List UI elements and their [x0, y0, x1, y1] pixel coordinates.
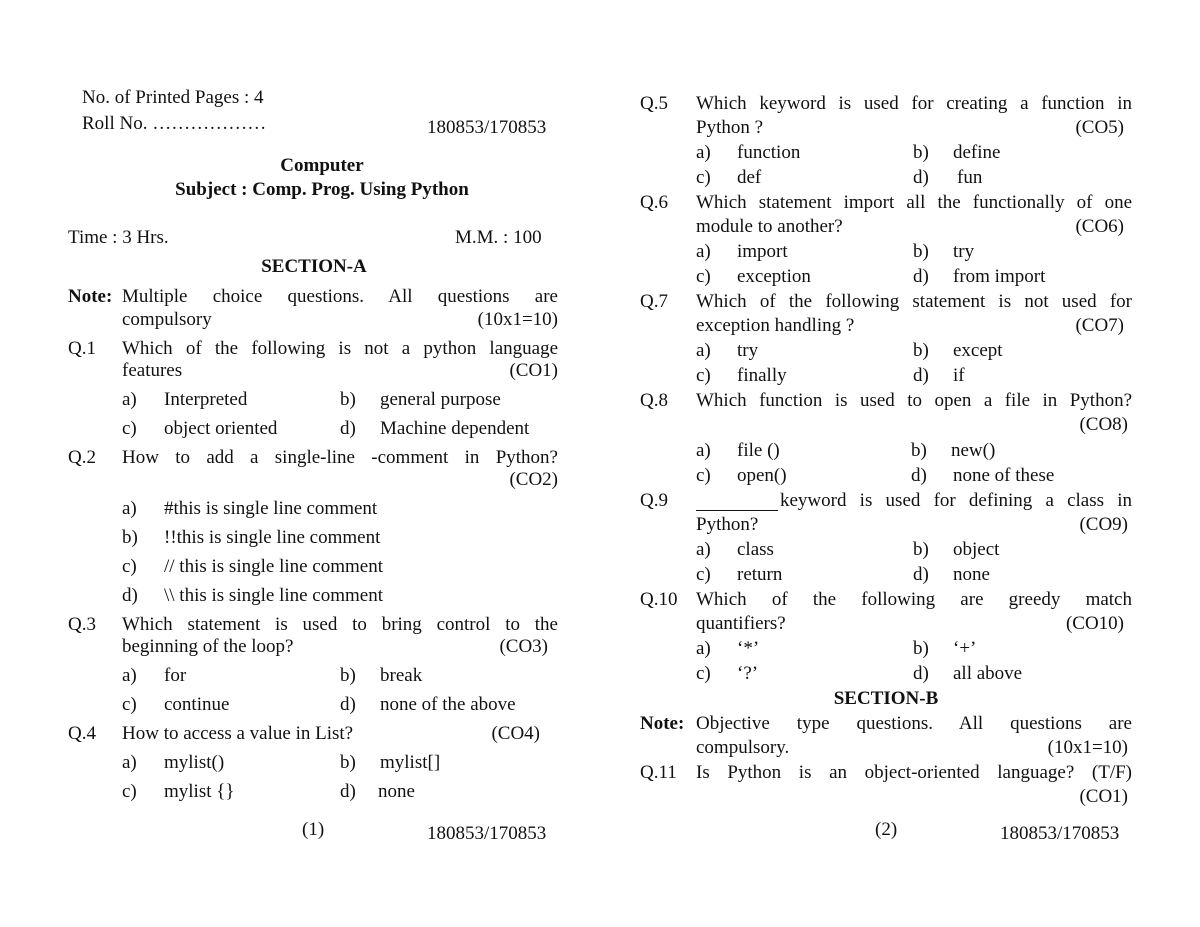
- q9-blank: [696, 492, 778, 511]
- q5-option-a: function: [737, 142, 801, 163]
- q2-option-a: #this is single line comment: [164, 498, 378, 519]
- q4-option-c: mylist {}: [164, 781, 235, 802]
- q4-option-c-label: c): [122, 781, 137, 802]
- q9-co: (CO9): [1079, 514, 1128, 535]
- q1-text: Which of the following is not a python language: [122, 338, 558, 359]
- q7-option-b-label: b): [913, 340, 929, 361]
- q4-option-b-label: b): [340, 752, 356, 773]
- q9-option-d-label: d): [913, 564, 929, 585]
- paper-subject: Subject : Comp. Prog. Using Python: [175, 179, 469, 200]
- q10-number: Q.10: [640, 589, 678, 610]
- q1-option-b: general purpose: [380, 389, 501, 410]
- q2-text: How to add a single-line -comment in Python?: [122, 447, 558, 468]
- q5-co: (CO5): [1075, 117, 1124, 138]
- q5-option-d-label: d): [913, 167, 929, 188]
- q11-co: (CO1): [1079, 786, 1128, 807]
- q6-option-b-label: b): [913, 241, 929, 262]
- q4-option-a: mylist(): [164, 752, 225, 773]
- q7-number: Q.7: [640, 291, 668, 312]
- paper-code: 180853/170853: [427, 117, 547, 138]
- q3-option-b-label: b): [340, 665, 356, 686]
- q7-option-c-label: c): [696, 365, 711, 386]
- q1-option-c-label: c): [122, 418, 137, 439]
- q9-number: Q.9: [640, 490, 668, 511]
- q5-option-c-label: c): [696, 167, 711, 188]
- q2-option-d-label: d): [122, 585, 138, 606]
- q7-text-2: exception handling ?: [696, 315, 855, 336]
- q4-option-a-label: a): [122, 752, 137, 773]
- q4-number: Q.4: [68, 723, 96, 744]
- q6-option-c: exception: [737, 266, 811, 287]
- q8-text: Which function is used to open a file in Python?: [696, 390, 1132, 411]
- q7-option-a-label: a): [696, 340, 711, 361]
- q3-option-a-label: a): [122, 665, 137, 686]
- q11-text: Is Python is an object-oriented language? (T/F): [696, 762, 1132, 783]
- q7-option-a: try: [737, 340, 759, 361]
- q10-option-c: ‘?’: [737, 663, 759, 684]
- page-number-2: (2): [875, 819, 898, 840]
- note-text: Multiple choice questions. All questions are: [122, 286, 558, 307]
- q9-option-b: object: [953, 539, 1000, 560]
- max-marks: M.M. : 100: [455, 227, 542, 248]
- section-b-heading: SECTION-B: [833, 688, 939, 709]
- q4-option-d-label: d): [340, 781, 356, 802]
- q2-number: Q.2: [68, 447, 96, 468]
- q1-number: Q.1: [68, 338, 96, 359]
- q6-option-d-label: d): [913, 266, 929, 287]
- q3-option-c-label: c): [122, 694, 137, 715]
- q9-text: keyword is used for defining a class in: [780, 490, 1132, 511]
- q6-co: (CO6): [1075, 216, 1124, 237]
- q1-option-c: object oriented: [164, 418, 278, 439]
- q3-option-b: break: [380, 665, 423, 686]
- q10-co: (CO10): [1065, 613, 1124, 634]
- q9-option-b-label: b): [913, 539, 929, 560]
- roll-no: Roll No. ………………: [82, 113, 267, 134]
- q6-text-2: module to another?: [696, 216, 843, 237]
- q2-option-b-label: b): [122, 527, 138, 548]
- time-label: Time : 3 Hrs.: [68, 227, 169, 248]
- q3-option-a: for: [164, 665, 187, 686]
- q8-option-d-label: d): [911, 465, 927, 486]
- q10-text-2: quantifiers?: [696, 613, 786, 634]
- q2-option-b: !!this is single line comment: [164, 527, 381, 548]
- q7-option-c: finally: [737, 365, 787, 386]
- note-marks: (10x1=10): [477, 309, 558, 330]
- q6-number: Q.6: [640, 192, 668, 213]
- q4-option-b: mylist[]: [380, 752, 441, 773]
- q3-co: (CO3): [499, 636, 548, 657]
- q9-option-a-label: a): [696, 539, 711, 560]
- footer-code-2: 180853/170853: [1000, 823, 1120, 844]
- q10-option-b: ‘+’: [953, 638, 977, 659]
- q10-option-c-label: c): [696, 663, 711, 684]
- q6-option-d: from import: [953, 266, 1046, 287]
- q7-text: Which of the following statement is not used for: [696, 291, 1132, 312]
- q8-number: Q.8: [640, 390, 668, 411]
- q7-option-b: except: [953, 340, 1003, 361]
- q8-option-c: open(): [737, 465, 787, 486]
- note-label: Note:: [68, 286, 113, 307]
- q3-option-d: none of the above: [380, 694, 516, 715]
- q3-option-d-label: d): [340, 694, 356, 715]
- q11-number: Q.11: [640, 762, 677, 783]
- q2-option-d: \\ this is single line comment: [164, 585, 384, 606]
- q3-text-2: beginning of the loop?: [122, 636, 294, 657]
- q1-option-a: Interpreted: [164, 389, 248, 410]
- q5-text-2: Python ?: [696, 117, 764, 138]
- q7-co: (CO7): [1075, 315, 1124, 336]
- q8-option-a-label: a): [696, 440, 711, 461]
- q5-option-a-label: a): [696, 142, 711, 163]
- q8-option-b: new(): [951, 440, 996, 461]
- q8-co: (CO8): [1079, 414, 1128, 435]
- printed-pages: No. of Printed Pages : 4: [82, 87, 264, 108]
- q5-option-b: define: [953, 142, 1001, 163]
- q6-option-a-label: a): [696, 241, 711, 262]
- q7-option-d: if: [953, 365, 965, 386]
- q8-option-b-label: b): [911, 440, 927, 461]
- q10-option-d: all above: [953, 663, 1023, 684]
- paper-title: Computer: [280, 155, 364, 176]
- note-b-text-2: compulsory.: [696, 737, 790, 758]
- q9-option-a: class: [737, 539, 774, 560]
- note-b-text: Objective type questions. All questions are: [696, 713, 1132, 734]
- q2-option-c-label: c): [122, 556, 137, 577]
- q10-option-a-label: a): [696, 638, 711, 659]
- q5-option-d: fun: [957, 167, 983, 188]
- q5-option-b-label: b): [913, 142, 929, 163]
- q7-option-d-label: d): [913, 365, 929, 386]
- q5-text: Which keyword is used for creating a function in: [696, 93, 1132, 114]
- q10-option-d-label: d): [913, 663, 929, 684]
- note-text-2: compulsory: [122, 309, 212, 330]
- q4-co: (CO4): [491, 723, 540, 744]
- q1-option-b-label: b): [340, 389, 356, 410]
- q3-number: Q.3: [68, 614, 96, 635]
- q2-co: (CO2): [509, 469, 558, 490]
- q9-option-c-label: c): [696, 564, 711, 585]
- q4-text: How to access a value in List?: [122, 723, 354, 744]
- note-b-marks: (10x1=10): [1047, 737, 1128, 758]
- q10-text: Which of the following are greedy match: [696, 589, 1132, 610]
- q5-number: Q.5: [640, 93, 668, 114]
- q2-option-a-label: a): [122, 498, 137, 519]
- footer-code: 180853/170853: [427, 823, 547, 844]
- q3-text: Which statement is used to bring control to the: [122, 614, 558, 635]
- q10-option-b-label: b): [913, 638, 929, 659]
- q9-option-c: return: [737, 564, 783, 585]
- q1-option-d: Machine dependent: [380, 418, 530, 439]
- q8-option-c-label: c): [696, 465, 711, 486]
- q3-option-c: continue: [164, 694, 230, 715]
- q2-option-c: // this is single line comment: [164, 556, 384, 577]
- q6-option-a: import: [737, 241, 788, 262]
- q1-option-d-label: d): [340, 418, 356, 439]
- q1-text-2: features: [122, 360, 183, 381]
- q10-option-a: ‘*’: [737, 638, 760, 659]
- q6-option-b: try: [953, 241, 975, 262]
- q9-text-2: Python?: [696, 514, 759, 535]
- q1-co: (CO1): [509, 360, 558, 381]
- q1-option-a-label: a): [122, 389, 137, 410]
- q6-option-c-label: c): [696, 266, 711, 287]
- page-number: (1): [302, 819, 325, 840]
- q4-option-d: none: [378, 781, 415, 802]
- section-a-heading: SECTION-A: [261, 256, 367, 277]
- q9-option-d: none: [953, 564, 990, 585]
- q8-option-a: file (): [737, 440, 780, 461]
- q8-option-d: none of these: [953, 465, 1055, 486]
- q5-option-c: def: [737, 167, 762, 188]
- note-b-label: Note:: [640, 713, 685, 734]
- q6-text: Which statement import all the functionally of one: [696, 192, 1132, 213]
